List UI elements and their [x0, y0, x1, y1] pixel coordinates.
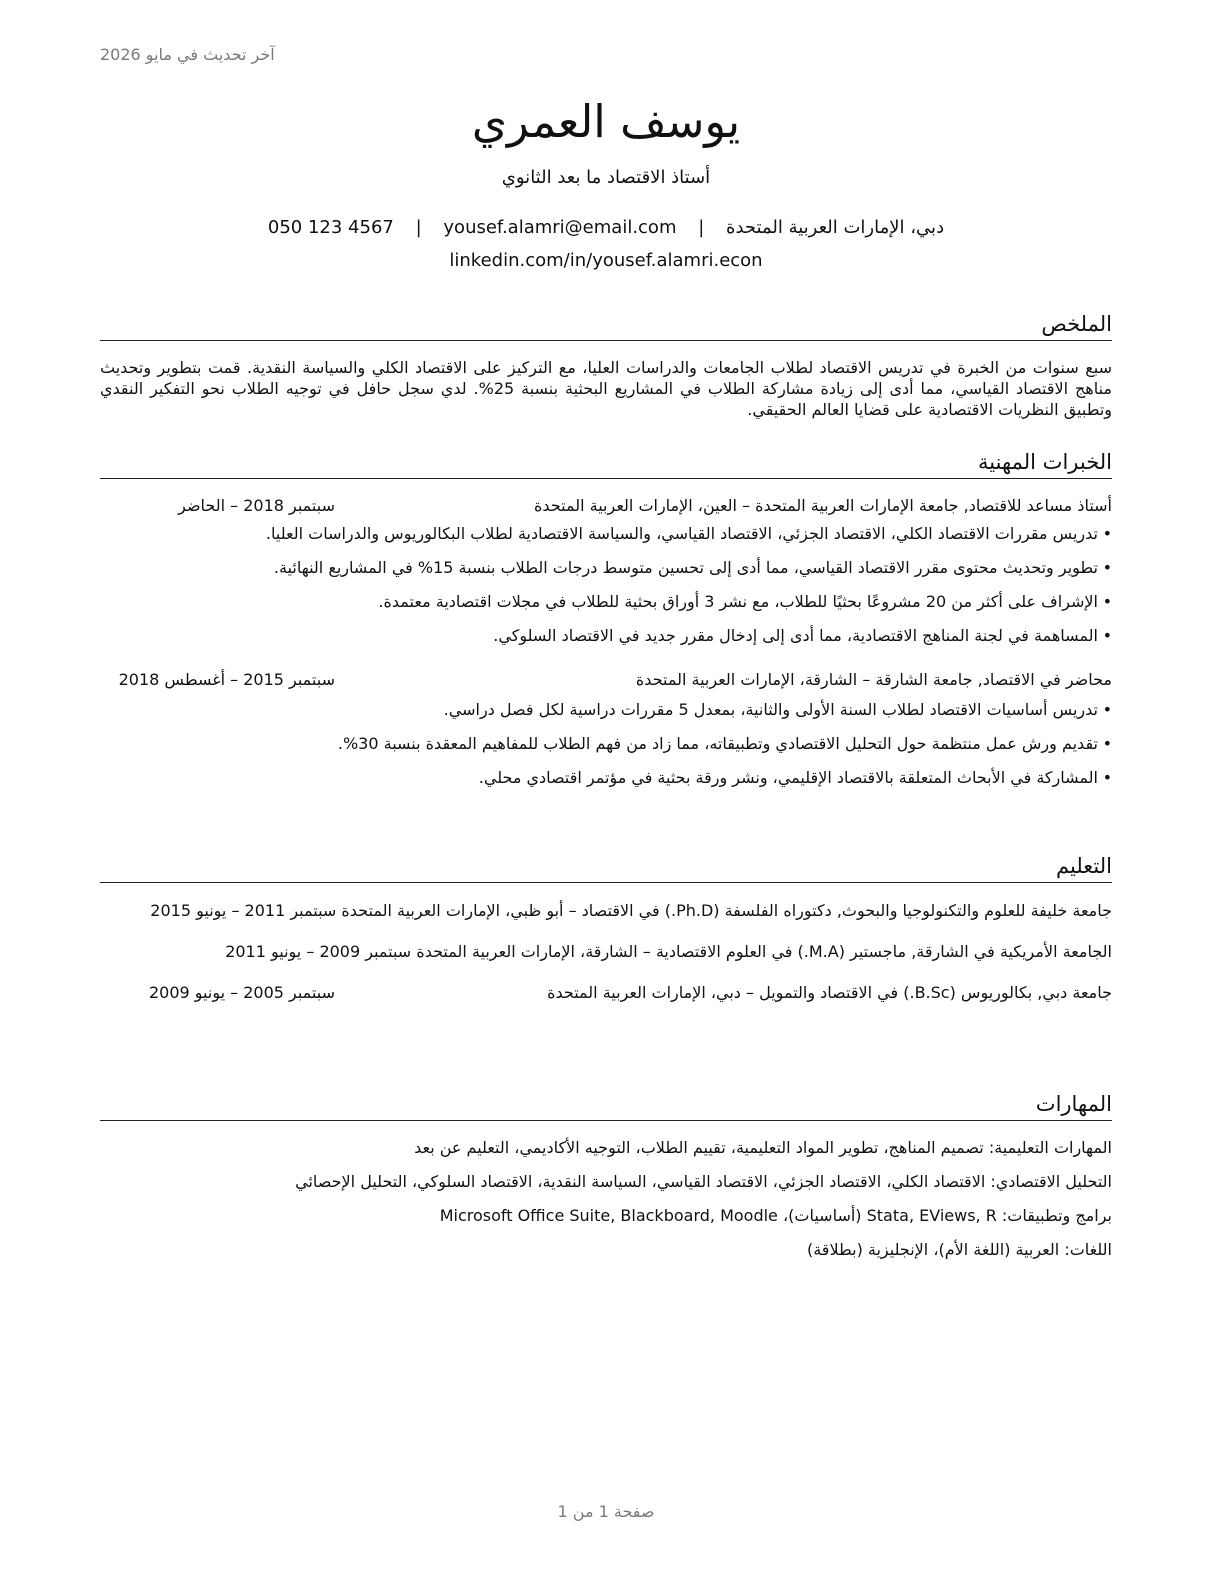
job-date: سبتمبر 2015 – أغسطس 2018 [118, 670, 335, 689]
skill-line: المهارات التعليمية: تصميم المناهج، تطوير المواد التعليمية، تقييم الطلاب، التوجيه الأكاديمي، التعليم عن بعد [414, 1138, 1112, 1157]
job-header [100, 669, 1112, 691]
resume-header [100, 92, 1112, 273]
education-date: سبتمبر 2009 – يونيو 2011 [225, 942, 412, 961]
job-entry [100, 495, 1112, 647]
section-heading: التعليم [100, 852, 1112, 883]
education-item [100, 899, 1112, 923]
job-bullet: • الإشراف على أكثر من 20 مشروعًا بحثيًا للطلاب، مع نشر 3 أوراق بحثية للطلاب في مجلات اقتصادية معتمدة. [100, 591, 1112, 613]
education-item [100, 940, 1112, 964]
education-list [100, 899, 1112, 1005]
section-heading: الملخص [100, 310, 1112, 341]
page-number: صفحة 1 من 1 [557, 1502, 655, 1521]
education-date: سبتمبر 2005 – يونيو 2009 [148, 983, 335, 1002]
job-bullet: • المساهمة في لجنة المناهج الاقتصادية، مما أدى إلى إدخال مقرر جديد في الاقتصاد السلوكي. [100, 625, 1112, 647]
experience-section [100, 448, 1112, 801]
job-bullet: • تدريس أساسيات الاقتصاد لطلاب السنة الأولى والثانية، بمعدل 5 مقررات دراسية لكل فصل دراسي. [100, 699, 1112, 721]
resume-page [100, 0, 1112, 1584]
contact-separator: | [698, 217, 705, 238]
job-bullet: • المشاركة في الأبحاث المتعلقة بالاقتصاد الإقليمي، ونشر ورقة بحثية في مؤتمر اقتصادي محلي. [100, 767, 1112, 789]
job-bullet: • تطوير وتحديث محتوى مقرر الاقتصاد القياسي، مما أدى إلى تحسين متوسط درجات الطلاب بنسبة 15% في المشاريع النهائية. [100, 557, 1112, 579]
job-bullet: • تقديم ورش عمل منتظمة حول التحليل الاقتصادي وتطبيقاته، مما زاد من فهم الطلاب للمفاهيم المعقدة بنسبة 30%. [100, 733, 1112, 755]
section-heading: الخبرات المهنية [100, 448, 1112, 479]
summary-section [100, 310, 1112, 420]
education-text: جامعة دبي, بكالوريوس (B.Sc.) في الاقتصاد والتمويل – دبي، الإمارات العربية المتحدة [547, 983, 1112, 1002]
skills-section [100, 1090, 1112, 1273]
job-entry [100, 669, 1112, 789]
job-role: أستاذ مساعد للاقتصاد, جامعة الإمارات العربية المتحدة – العين، الإمارات العربية المتحدة [534, 496, 1112, 515]
job-bullets [100, 699, 1112, 789]
job-date: سبتمبر 2018 – الحاضر [178, 496, 335, 515]
contact-phone: 050 123 4567 [267, 217, 394, 238]
section-heading: المهارات [100, 1090, 1112, 1121]
job-bullet: • تدريس مقررات الاقتصاد الكلي، الاقتصاد الجزئي، الاقتصاد القياسي، والسياسة الاقتصادية لطلاب البكالوريوس والدراسات العليا. [100, 523, 1112, 545]
summary-text: سبع سنوات من الخبرة في تدريس الاقتصاد لطلاب الجامعات والدراسات العليا، مع التركيز على الاقتصاد الكلي والسياسة النقدية. قمت بتطوير وتحديث مناهج الاقتصاد القياسي، مما أدى إلى زيادة مشاركة الطلاب في المشاريع البحثية بنسبة 25%. لدي سجل حافل في توجيه الطلاب نحو التفكير النقدي وتطبيق النظريات الاقتصادية على قضايا العالم الحقيقي. [100, 358, 1113, 419]
education-item [100, 981, 1112, 1005]
candidate-name: يوسف العمري [471, 95, 741, 148]
last-updated-note: آخر تحديث في مايو 2026 [100, 45, 275, 64]
candidate-title: أستاذ الاقتصاد ما بعد الثانوي [501, 167, 711, 188]
education-text: جامعة خليفة للعلوم والتكنولوجيا والبحوث, دكتوراه الفلسفة (Ph.D.) في الاقتصاد – أبو ظبي، الإمارات العربية المتحدة [341, 901, 1112, 920]
education-section [100, 852, 1112, 1022]
contact-location: دبي، الإمارات العربية المتحدة [726, 217, 945, 238]
education-date: سبتمبر 2011 – يونيو 2015 [150, 901, 337, 920]
contact-line [100, 216, 1112, 240]
skill-line: التحليل الاقتصادي: الاقتصاد الكلي، الاقتصاد الجزئي، الاقتصاد القياسي، السياسة النقدية، الاقتصاد السلوكي، التحليل الإحصائي [295, 1172, 1112, 1191]
contact-email[interactable]: yousef.alamri@email.com [443, 217, 677, 238]
skill-line: برامج وتطبيقات: Stata, EViews, R (أساسيات)، Microsoft Office Suite, Blackboard, Moodle [439, 1206, 1112, 1225]
education-text: الجامعة الأمريكية في الشارقة, ماجستير (M.A.) في العلوم الاقتصادية – الشارقة، الإمارات العربية المتحدة [416, 942, 1112, 961]
linkedin-link[interactable]: linkedin.com/in/yousef.alamri.econ [449, 250, 763, 271]
job-header [100, 495, 1112, 517]
contact-separator: | [415, 217, 422, 238]
job-bullets [100, 523, 1112, 647]
skill-line: اللغات: العربية (اللغة الأم)، الإنجليزية (بطلاقة) [806, 1240, 1112, 1259]
skills-list [100, 1137, 1112, 1261]
job-role: محاضر في الاقتصاد, جامعة الشارقة – الشارقة، الإمارات العربية المتحدة [635, 670, 1112, 689]
